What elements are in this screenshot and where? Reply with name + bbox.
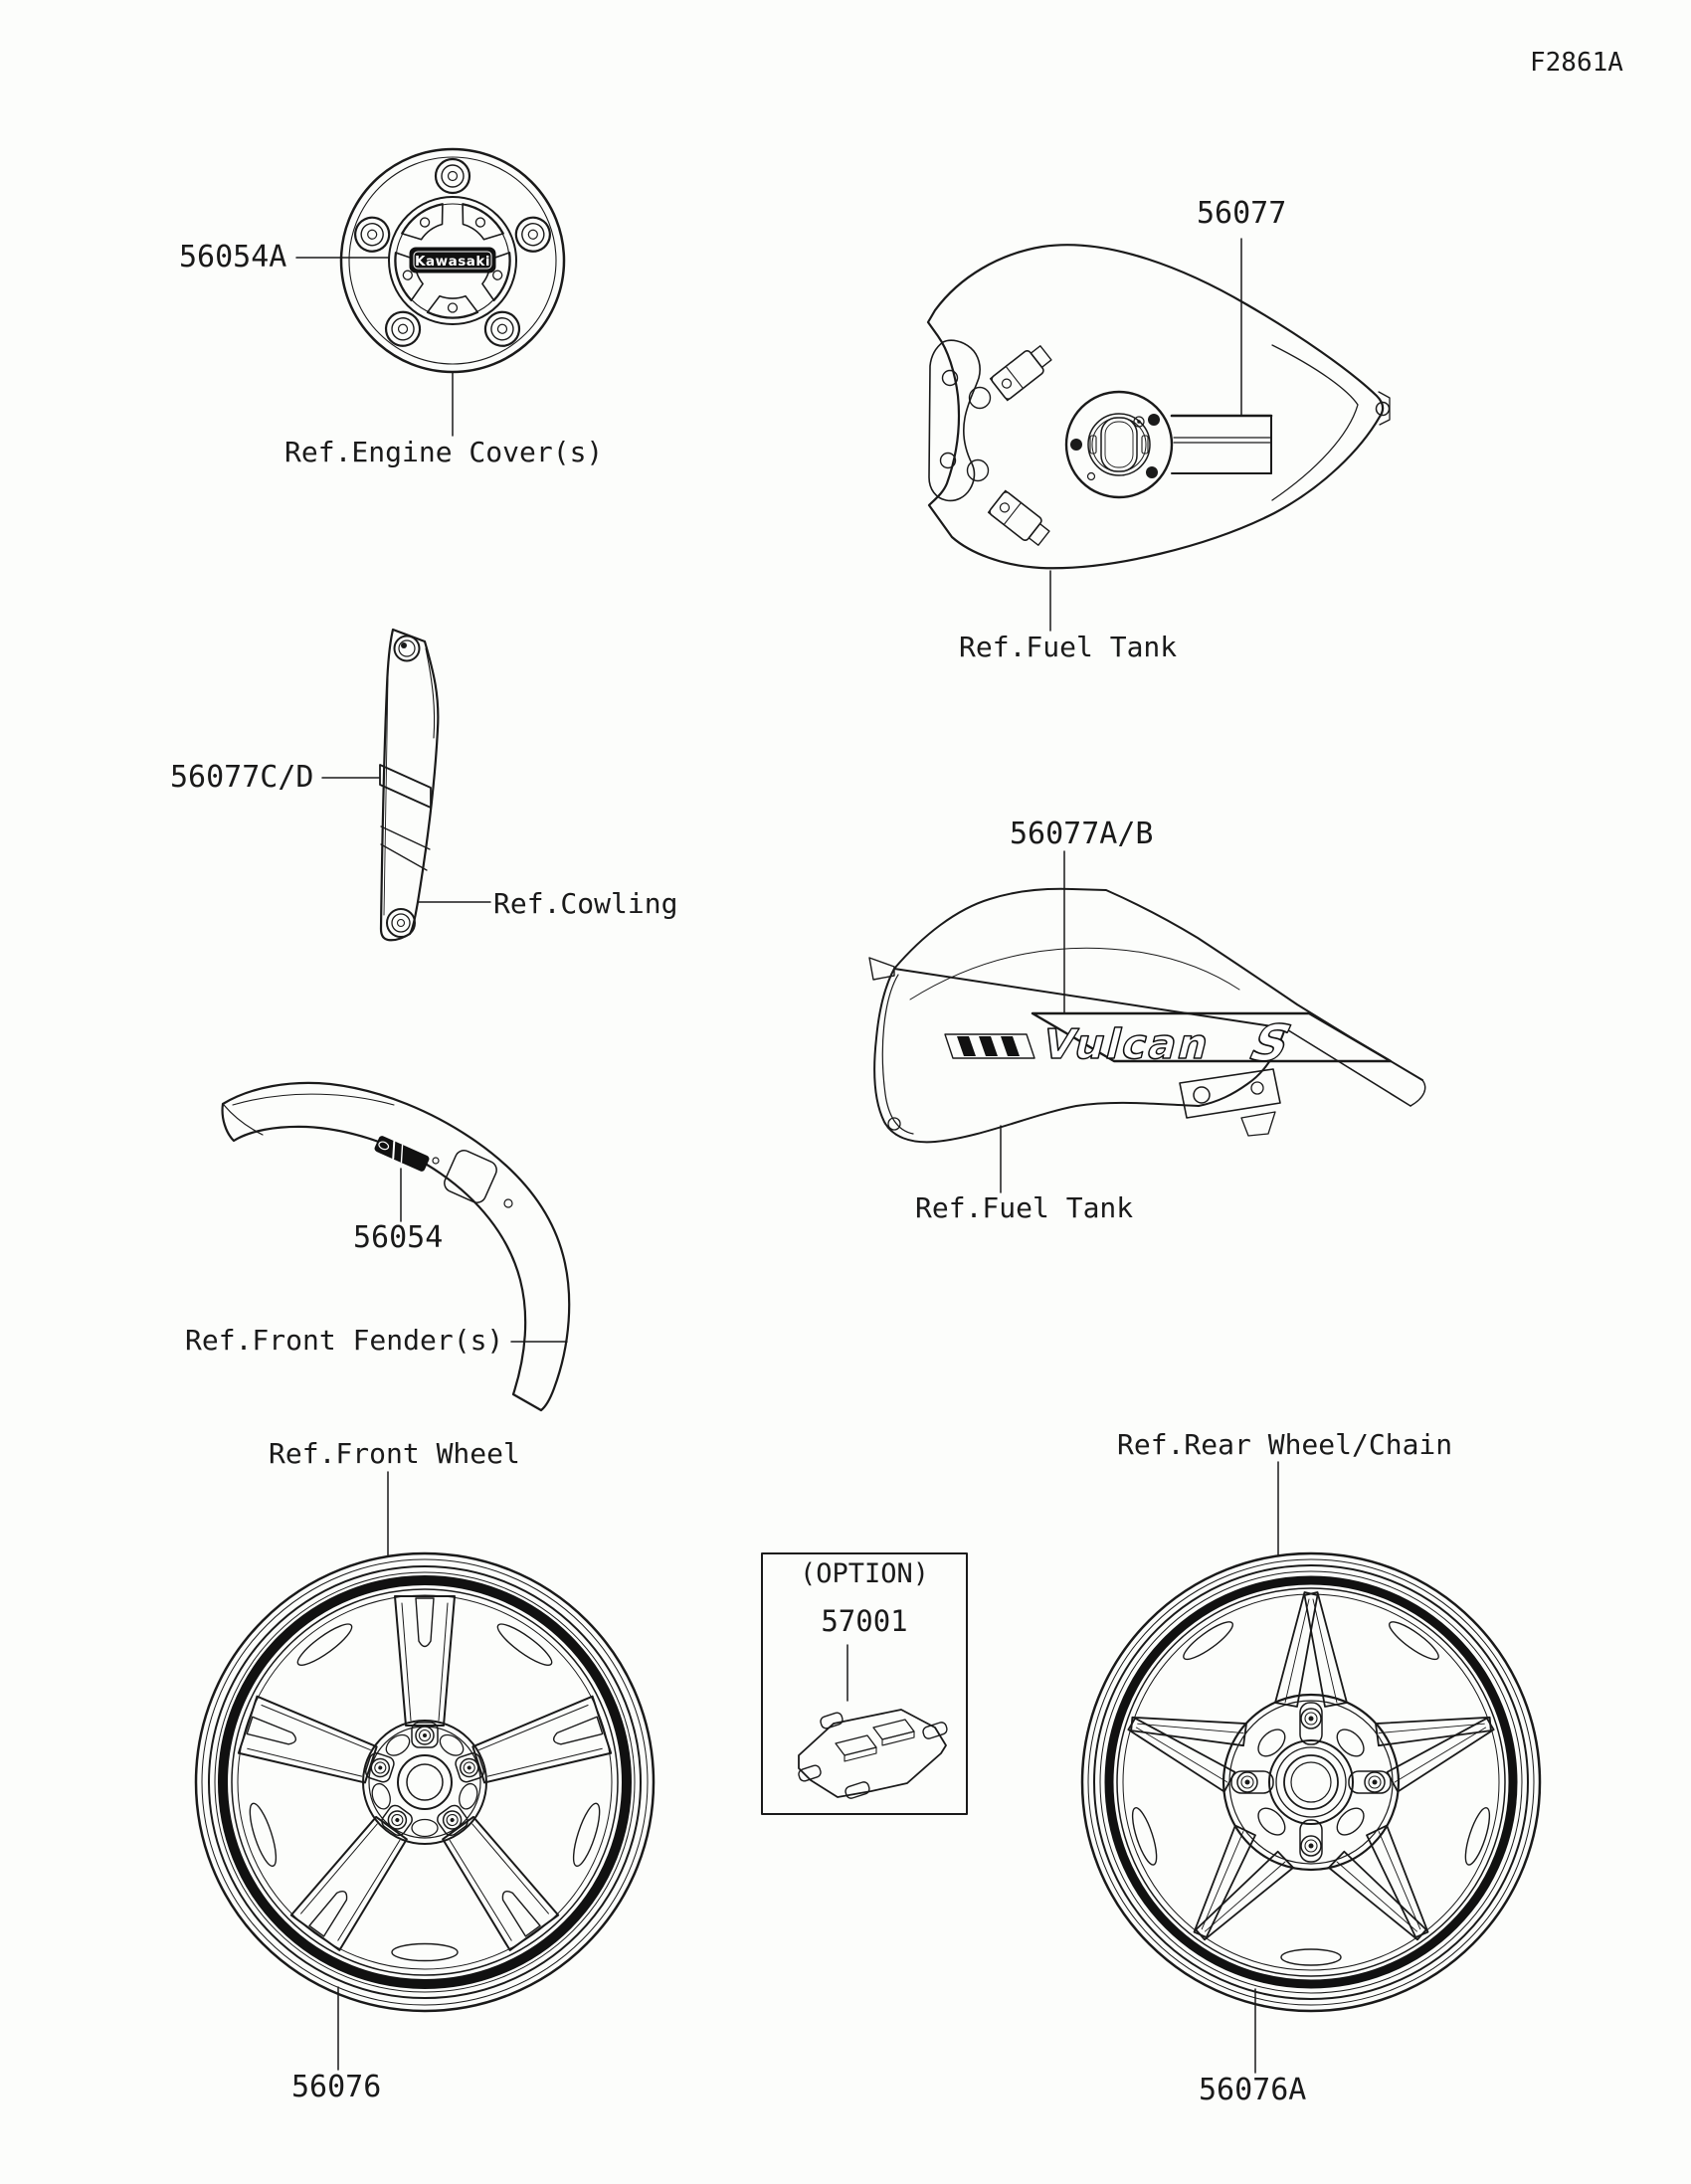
tank-top-stripe-decal [1172,416,1271,473]
vulcan-s-decal [945,1013,1391,1072]
cowling-drawing [322,630,490,940]
ref-label-front-wheel: Ref.Front Wheel [269,1437,520,1470]
ref-label-front-fender: Ref.Front Fender(s) [185,1324,504,1357]
ref-label-rear-wheel: Ref.Rear Wheel/Chain [1117,1428,1453,1461]
front-rim-decal [223,1580,627,1984]
ref-label-fuel-tank-side: Ref.Fuel Tank [915,1191,1134,1224]
option-box-drawing [762,1553,967,1814]
vulcan-decal-letter: S [1239,1014,1302,1073]
kawasaki-badge-decal [410,248,495,273]
front-wheel-drawing [196,1553,654,2011]
part-label-rear-wheel: 56076A [1199,2073,1307,2107]
engine-cover-drawing [296,149,564,436]
part-label-option: 57001 [821,1604,908,1638]
part-label-fuel-tank-top: 56077 [1197,196,1287,231]
part-label-front-fender: 56054 [353,1220,444,1255]
ref-label-fuel-tank-top: Ref.Fuel Tank [959,631,1178,663]
part-label-engine-cover: 56054A [179,240,287,274]
part-label-cowling: 56077C/D [170,760,314,795]
part-label-front-wheel: 56076 [291,2070,382,2104]
option-clip-part [798,1710,949,1799]
fuel-cap [1066,392,1172,497]
kawasaki-badge-text: Kawasaki [415,254,490,270]
rear-rim-decal [1109,1580,1513,1984]
figure-code: F2861A [1530,48,1623,78]
fender-stripe-decal [374,1136,430,1173]
fuel-tank-top-drawing [928,239,1390,631]
ref-label-cowling: Ref.Cowling [493,887,678,920]
cowling-stripe-decal [380,765,431,870]
ref-label-engine-cover: Ref.Engine Cover(s) [284,436,604,468]
vulcan-decal-word: Vulcan [1037,1019,1217,1068]
option-label: (OPTION) [799,1558,930,1589]
part-label-fuel-tank-side: 56077A/B [1010,817,1154,851]
fuel-tank-side-drawing [869,851,1425,1192]
rear-wheel-drawing [1082,1553,1540,2011]
